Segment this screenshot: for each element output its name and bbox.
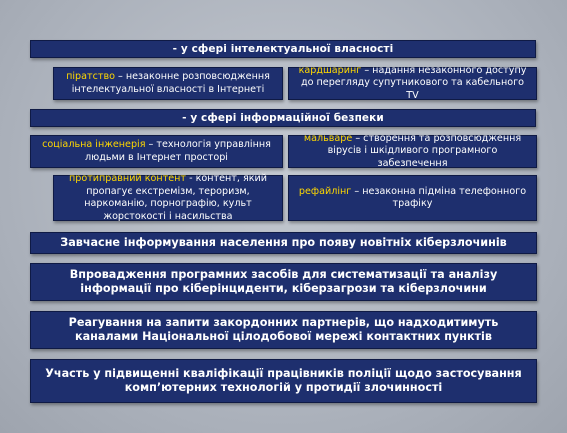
term-label: протиправний контент — [68, 173, 187, 184]
term-label: мальваре — [303, 132, 353, 144]
term-card-text — [59, 173, 277, 223]
action-box-early-warning — [30, 232, 537, 254]
action-box-foreign-requests — [30, 311, 537, 349]
action-text: Реагування на запити закордонних партнерів, що надходитимуть каналами Національної цілодобової мережі контактних пунктів — [68, 315, 499, 343]
term-card-text — [294, 133, 531, 171]
action-box-software-systematization — [30, 263, 537, 301]
term-card-piracy — [53, 67, 283, 100]
term-description: – незаконна підміна телефонного трафіку — [351, 185, 527, 209]
section-header-information-security — [30, 109, 536, 127]
action-box-police-training — [30, 359, 537, 403]
action-text: Участь у підвищенні кваліфікації працівників поліції щодо застосування комп’ютерних технологій у протидії злочинності — [45, 366, 522, 394]
term-label: соціальна інженерія — [42, 139, 146, 150]
term-card-text — [294, 65, 531, 103]
term-description: - контент, який пропагує екстремізм, тероризм, наркоманію, порнографію, культ жорстокості і насильства — [84, 173, 268, 222]
action-text: Впровадження програмних засобів для систематизації та аналізу інформації про кіберінциденти, кіберзагрози та кіберзлочини — [69, 267, 498, 295]
term-card-text — [59, 71, 277, 96]
action-text: Завчасне інформування населення про появу новітніх кіберзлочинів — [60, 235, 507, 249]
section-header-text: - у сфері інформаційної безпеки — [182, 112, 384, 124]
term-card-malware — [288, 132, 537, 169]
section-header-text: - у сфері інтелектуальної власності — [172, 43, 394, 55]
term-description: – незаконне розповсюдження інтелектуальної власності в Інтернеті — [71, 71, 270, 95]
term-label: рефайлінг — [298, 185, 352, 197]
term-label: кардшаринг — [298, 64, 362, 76]
term-description: – створення та розповсюдження вірусів і шкідливого програмного забезпечення — [327, 132, 522, 169]
term-card-cardsharing — [288, 64, 537, 101]
term-card-text — [36, 139, 277, 164]
section-header-intellectual-property — [30, 40, 536, 58]
term-label: піратство — [66, 71, 115, 82]
term-card-social-engineering — [30, 135, 283, 168]
term-description: – технологія управління людьми в Інтернет просторі — [85, 139, 271, 163]
term-card-text — [294, 186, 531, 211]
term-card-illegal-content — [53, 175, 283, 221]
term-description: – надання незаконного доступу до перегляду супутникового та кабельного TV — [300, 64, 527, 101]
term-card-refiling — [288, 175, 537, 221]
